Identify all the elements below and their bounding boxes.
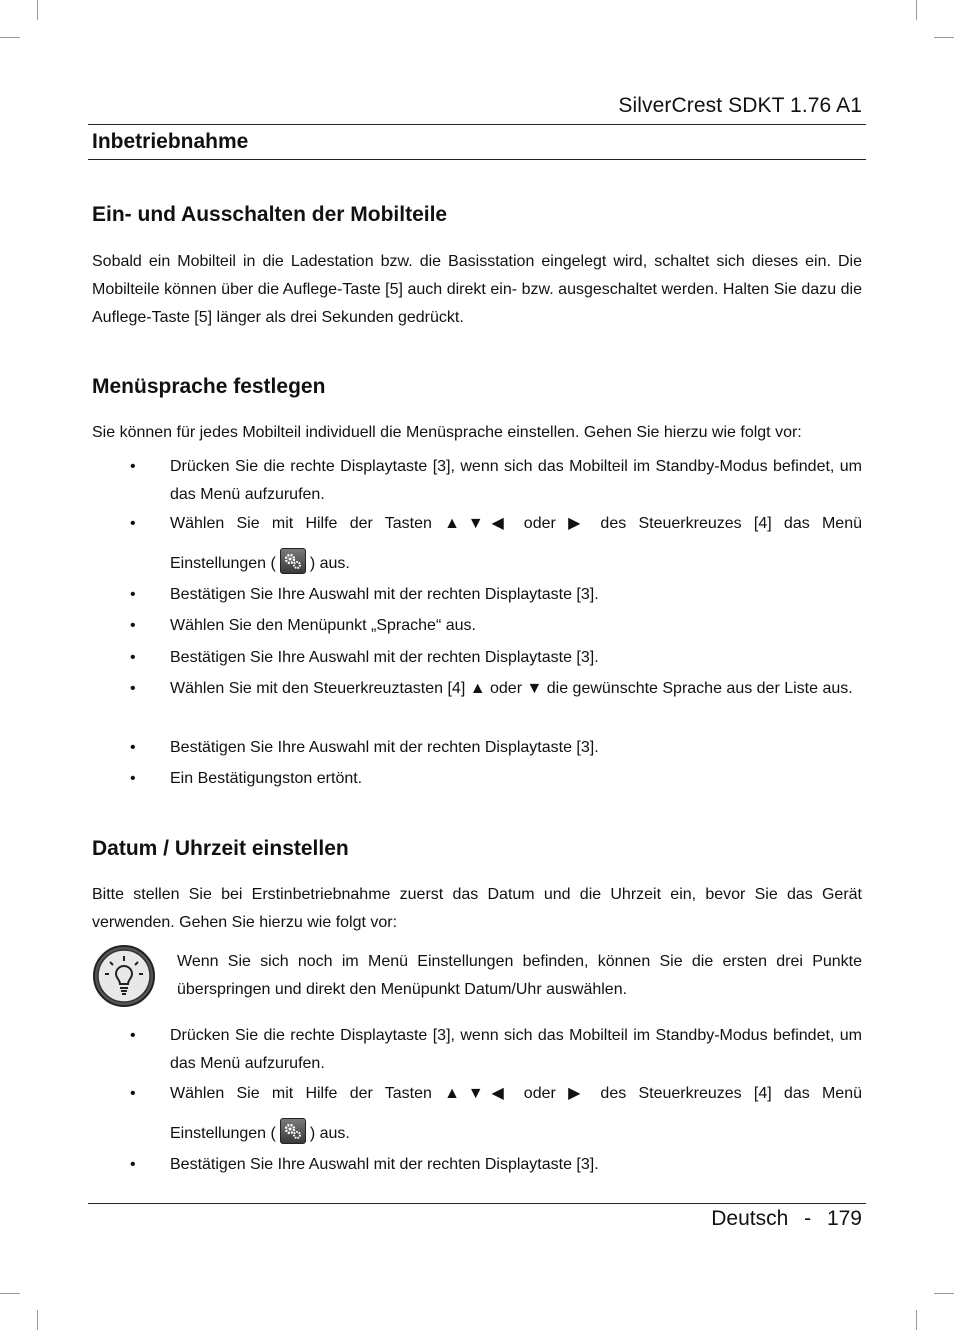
list-item: • Bestätigen Sie Ihre Auswahl mit der rechten Displaytaste [3]. bbox=[130, 734, 862, 762]
crop-mark bbox=[37, 0, 38, 20]
tip-text: Wenn Sie sich noch im Menü Einstellungen befinden, können Sie die ersten drei Punkte überspringen und direkt den Menüpunkt Datum/Uhr auswählen. bbox=[177, 953, 862, 998]
footer-rule bbox=[88, 1203, 866, 1204]
bullet-icon: • bbox=[130, 458, 136, 475]
section-heading-power: Ein- und Ausschalten der Mobilteile bbox=[92, 203, 448, 226]
page-number: 179 bbox=[826, 1207, 862, 1230]
lightbulb-icon bbox=[92, 944, 156, 1008]
bullet-icon: • bbox=[130, 739, 136, 756]
chapter-title: Inbetriebnahme bbox=[92, 130, 249, 153]
bullet-icon: • bbox=[130, 680, 136, 697]
section-intro-language: Sie können für jedes Mobilteil individuell die Menüsprache einstellen. Gehen Sie hierzu wie folgt vor: bbox=[92, 424, 802, 441]
settings-gear-icon bbox=[280, 548, 306, 574]
list-item: • Ein Bestätigungston ertönt. bbox=[130, 765, 862, 793]
list-item: • Wählen Sie mit den Steuerkreuztasten [4] ▲ oder ▼ die gewünschte Sprache aus der Liste aus. bbox=[130, 675, 862, 703]
list-item: • Bestätigen Sie Ihre Auswahl mit der rechten Displaytaste [3]. bbox=[130, 644, 862, 672]
footer-language: Deutsch bbox=[711, 1207, 789, 1230]
list-item: • Drücken Sie die rechte Displaytaste [3], wenn sich das Mobilteil im Standby-Modus befindet, um das Menü aufzurufen. bbox=[130, 453, 862, 509]
list-item: • Wählen Sie den Menüpunkt „Sprache“ aus. bbox=[130, 612, 862, 640]
bullet-icon: • bbox=[130, 770, 136, 787]
bullet-icon: • bbox=[130, 617, 136, 634]
section-heading-language: Menüsprache festlegen bbox=[92, 375, 326, 398]
list-item: • Bestätigen Sie Ihre Auswahl mit der rechten Displaytaste [3]. bbox=[130, 581, 862, 609]
section-paragraph-power: Sobald ein Mobilteil in die Ladestation bzw. die Basisstation eingelegt wird, schaltet sich dieses ein. Die Mobilteile können über die Auflege-Taste [5] auch direkt ein- bzw. ausgeschaltet werden. Halten Sie dazu die Auflege-Taste [5] länger als drei Sekunden gedrückt. bbox=[92, 253, 862, 326]
bullet-icon: • bbox=[130, 649, 136, 666]
list-item: • Bestätigen Sie Ihre Auswahl mit der rechten Displaytaste [3]. bbox=[130, 1151, 862, 1179]
section-heading-datetime: Datum / Uhrzeit einstellen bbox=[92, 837, 349, 860]
crop-mark bbox=[37, 1310, 38, 1330]
bullet-icon: • bbox=[130, 1027, 136, 1044]
footer bbox=[711, 1207, 862, 1231]
bullet-icon: • bbox=[130, 1156, 136, 1173]
crop-mark bbox=[934, 37, 954, 38]
footer-separator: - bbox=[804, 1207, 812, 1230]
crop-mark bbox=[916, 0, 917, 20]
bullet-icon: • bbox=[130, 1085, 136, 1102]
crop-mark bbox=[934, 1293, 954, 1294]
header-rule-top bbox=[88, 124, 866, 125]
bullet-icon: • bbox=[130, 515, 136, 532]
crop-mark bbox=[0, 1293, 20, 1294]
bullet-icon: • bbox=[130, 586, 136, 603]
settings-gear-icon bbox=[280, 1118, 306, 1144]
header-rule-bottom bbox=[88, 159, 866, 160]
list-item: • Drücken Sie die rechte Displaytaste [3], wenn sich das Mobilteil im Standby-Modus befindet, um das Menü aufzurufen. bbox=[130, 1022, 862, 1078]
header-product-name: SilverCrest SDKT 1.76 A1 bbox=[618, 94, 862, 117]
list-item: • Wählen Sie mit Hilfe der Tasten ▲▼◀ oder ▶ des Steuerkreuzes [4] das Menü Einstellungen ( ) aus. bbox=[130, 1080, 862, 1148]
section-intro-datetime: Bitte stellen Sie bei Erstinbetriebnahme zuerst das Datum und die Uhrzeit ein, bevor Sie das Gerät verwenden. Gehen Sie hierzu wie folgt vor: bbox=[92, 886, 862, 931]
crop-mark bbox=[916, 1310, 917, 1330]
crop-mark bbox=[0, 37, 20, 38]
list-item: • Wählen Sie mit Hilfe der Tasten ▲▼◀ oder ▶ des Steuerkreuzes [4] das Menü Einstellungen ( ) aus. bbox=[130, 510, 862, 578]
